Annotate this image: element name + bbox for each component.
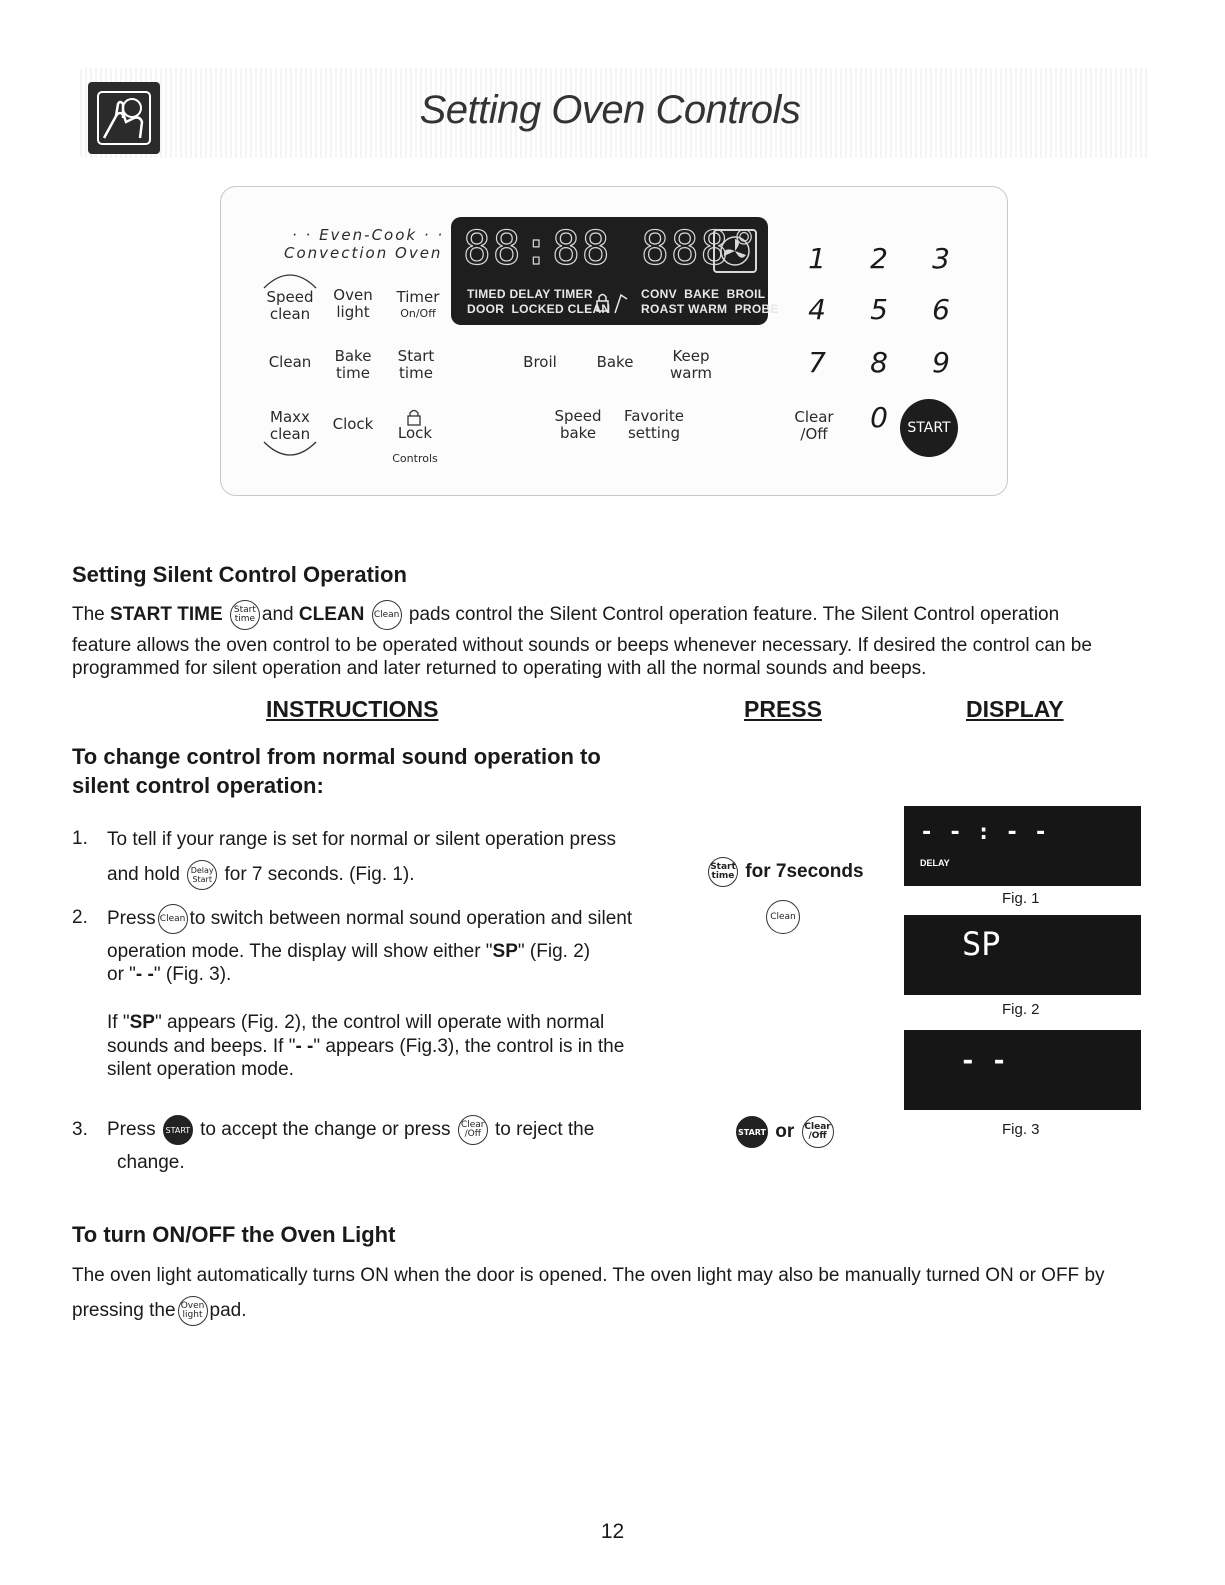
press-step-3 — [734, 1116, 836, 1148]
step-3-reject-text: to reject the — [495, 1119, 595, 1141]
step-2-number: 2. — [72, 907, 88, 928]
oven-light-pressing-the: pressing the — [72, 1300, 176, 1322]
pad-keep-warm: Keep warm — [670, 347, 712, 382]
note-line-1-post: " appears (Fig. 2), the control will operate with normal — [154, 1012, 605, 1033]
intro-start-time: START TIME — [110, 604, 223, 626]
step-3-accept-text: to accept the change or press — [200, 1119, 451, 1141]
page-title: Setting Oven Controls — [419, 88, 801, 132]
start-pad-icon: START — [163, 1115, 193, 1145]
pad-controls: Controls — [392, 452, 438, 465]
step-1-and-hold: and hold — [107, 864, 180, 886]
step-2-line-2-pre: operation mode. The display will show either " — [107, 941, 493, 962]
figure-2-caption: Fig. 2 — [1002, 1001, 1040, 1018]
note-dashes: - - — [295, 1036, 314, 1057]
convection-fan-icon — [713, 229, 757, 273]
step-2-switch-text: to switch between normal sound operation and silent — [189, 908, 633, 930]
clear-off-pad-icon: Clear /Off — [458, 1115, 488, 1145]
figure-1-display — [904, 806, 1141, 886]
lcd-digits: 88:88 888° — [463, 221, 760, 275]
intro-clean: CLEAN — [298, 604, 365, 626]
pad-speed-clean: Speed clean — [266, 288, 314, 323]
keypad-3: 3 — [932, 242, 950, 275]
note-line-1-pre: If " — [107, 1012, 130, 1033]
step-2-line-1 — [107, 904, 632, 934]
intro-and: and — [261, 604, 294, 626]
subsection-title — [72, 742, 601, 800]
step-3-press: Press — [107, 1119, 156, 1141]
pad-broil: Broil — [523, 353, 557, 371]
keypad-9: 9 — [932, 346, 950, 379]
press-for-7-seconds: for 7seconds — [745, 861, 864, 883]
pad-bake-time: Bake time — [334, 347, 372, 382]
start-pad-icon-press: START — [736, 1116, 768, 1148]
step-2-line-3-post: " (Fig. 3). — [153, 964, 232, 985]
step-1-number: 1. — [72, 828, 88, 849]
keypad-2: 2 — [870, 242, 888, 275]
step-2-line-3 — [107, 963, 231, 986]
clear-off-pad-icon-press: Clear /Off — [802, 1116, 834, 1148]
step-1-for-seconds: for 7 seconds. (Fig. 1). — [224, 864, 415, 886]
section-title-silent-control: Setting Silent Control Operation — [72, 562, 407, 587]
pad-start: START — [900, 399, 958, 457]
intro-pre: The — [72, 604, 105, 626]
step-2-sp: SP — [492, 941, 518, 962]
step-1-line-1: To tell if your range is set for normal or silent operation press — [107, 829, 617, 850]
note-line-1 — [107, 1011, 604, 1034]
keypad-0: 0 — [870, 401, 888, 434]
pad-clean: Clean — [268, 353, 312, 371]
oven-light-pad-icon: Oven light — [178, 1296, 208, 1326]
lcd-row-1b: CONV BAKE BROIL — [641, 287, 766, 301]
pad-clock: Clock — [332, 415, 374, 433]
note-line-2-post: " appears (Fig.3), the control is in the — [313, 1036, 625, 1057]
fig-2-readout: SP — [962, 925, 1001, 963]
delay-start-pad-icon: Delay Start — [187, 860, 217, 890]
fig-1-readout: - - : - - — [920, 820, 1049, 845]
fig-1-delay-label: DELAY — [920, 858, 950, 868]
fig-3-readout: - - — [960, 1046, 1007, 1076]
note-line-2 — [107, 1035, 624, 1058]
hand-pressing-pad-icon — [88, 82, 160, 154]
page-number: 12 — [600, 1520, 625, 1543]
step-2-line-2 — [107, 940, 590, 963]
maxx-clean-arc-icon — [260, 440, 320, 462]
column-heading-display: DISPLAY — [966, 696, 1064, 722]
pad-favorite-setting: Favorite setting — [624, 407, 684, 442]
pad-lock: Lock — [397, 424, 433, 442]
intro-line-2: feature allows the oven control to be operated without sounds or beeps whenever necessary. If desired the control can be — [72, 635, 1092, 656]
brand-line-1: · · Even-Cook · · — [292, 226, 445, 244]
start-time-pad-icon: Start time — [230, 600, 260, 630]
keypad-7: 7 — [808, 346, 826, 379]
step-1-line-2 — [107, 860, 415, 890]
figure-3-caption: Fig. 3 — [1002, 1121, 1040, 1138]
lcd-row-2b: ROAST WARM PROBE — [641, 302, 779, 316]
intro-line-1 — [72, 600, 1059, 630]
note-line-2-pre: sounds and beeps. If " — [107, 1036, 296, 1057]
step-2-line-2-post: " (Fig. 2) — [517, 941, 591, 962]
step-3-number: 3. — [72, 1119, 88, 1140]
clean-pad-icon: Clean — [372, 600, 402, 630]
keypad-8: 8 — [870, 346, 888, 379]
speed-clean-arc-icon — [260, 268, 320, 290]
keypad-5: 5 — [870, 293, 888, 326]
keypad-4: 4 — [808, 293, 826, 326]
pad-maxx-clean: Maxx clean — [269, 408, 311, 443]
pad-speed-bake: Speed bake — [554, 407, 602, 442]
intro-line-1-rest: pads control the Silent Control operation feature. The Silent Control operation — [408, 604, 1060, 626]
step-2-press: Press — [107, 908, 156, 930]
pad-timer-onoff: On/Off — [400, 307, 436, 320]
lcd-row-2: DOOR LOCKED CLEAN — [467, 302, 611, 316]
clean-pad-icon-press: Clean — [766, 900, 800, 934]
oven-lcd-display — [451, 217, 779, 325]
oven-light-pad-word: pad. — [209, 1300, 247, 1322]
pad-clear-off: Clear /Off — [794, 408, 834, 443]
step-2-dashes: - - — [135, 964, 154, 985]
figure-1-caption: Fig. 1 — [1002, 890, 1040, 907]
section-title-oven-light: To turn ON/OFF the Oven Light — [72, 1222, 396, 1247]
figure-2-display — [904, 915, 1141, 995]
intro-line-3: programmed for silent operation and later returned to operating with all the normal sounds and beeps. — [72, 658, 927, 679]
keypad-1: 1 — [808, 242, 826, 275]
note-sp: SP — [129, 1012, 155, 1033]
column-heading-press: PRESS — [744, 696, 822, 722]
press-or: or — [775, 1121, 795, 1143]
figure-3-display — [904, 1030, 1141, 1110]
press-step-2 — [764, 900, 802, 934]
pad-bake: Bake — [596, 353, 634, 371]
oven-light-line-2 — [72, 1296, 247, 1326]
clean-pad-icon-step-2: Clean — [158, 904, 188, 934]
start-time-pad-icon-press: Start time — [708, 857, 738, 887]
pad-oven-light: Oven light — [333, 286, 373, 321]
step-2-line-3-pre: or " — [107, 964, 136, 985]
note-line-3: silent operation mode. — [107, 1059, 294, 1080]
press-step-1 — [706, 857, 864, 887]
subsection-title-line-2: silent control operation: — [72, 773, 324, 798]
column-heading-instructions: INSTRUCTIONS — [266, 696, 439, 722]
pad-timer: Timer — [396, 288, 440, 306]
lcd-row-1: TIMED DELAY TIMER — [467, 287, 593, 301]
oven-light-line-1: The oven light automatically turns ON when the door is opened. The oven light may also be manually turned ON or OFF by — [72, 1265, 1105, 1286]
pad-start-time: Start time — [397, 347, 435, 382]
step-3-line-2: change. — [117, 1152, 185, 1173]
step-3-line-1 — [107, 1115, 594, 1145]
subsection-title-line-1: To change control from normal sound operation to — [72, 744, 601, 769]
keypad-6: 6 — [932, 293, 950, 326]
lcd-lock-icon — [595, 287, 631, 315]
brand-line-2: Convection Oven — [284, 244, 443, 262]
